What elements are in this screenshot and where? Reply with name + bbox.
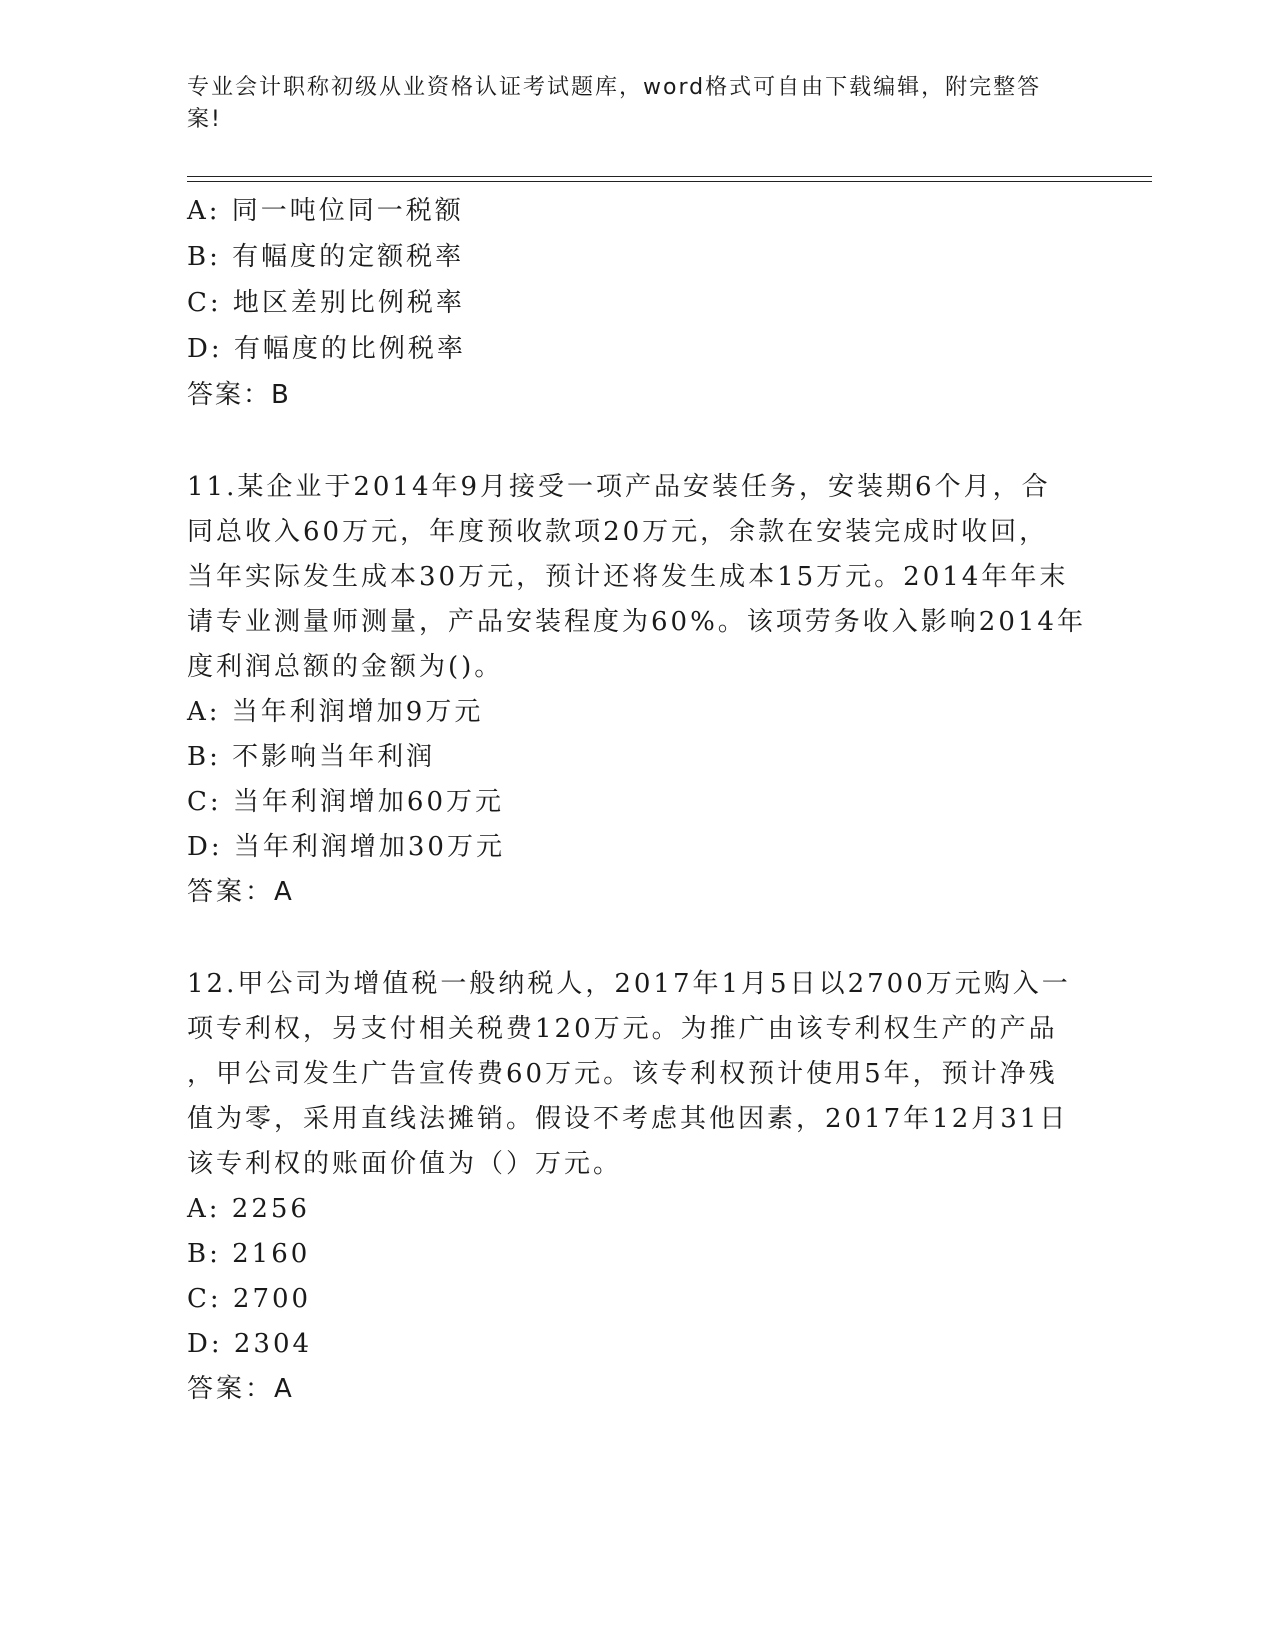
option-c: C: 2700 (187, 1284, 312, 1314)
question-stem-line: ，甲公司发生广告宣传费60万元。该专利权预计使用5年，预计净残 (187, 1059, 1058, 1089)
header-rule-top (187, 176, 1152, 177)
option-a: A: 当年利润增加9万元 (187, 697, 484, 727)
option-d: D: 当年利润增加30万元 (187, 832, 505, 862)
option-a: A: 同一吨位同一税额 (187, 196, 464, 226)
option-d: D: 2304 (187, 1329, 313, 1359)
option-d: D: 有幅度的比例税率 (187, 334, 466, 364)
question-stem-line: 值为零，采用直线法摊销。假设不考虑其他因素，2017年12月31日 (187, 1104, 1069, 1134)
document-header (187, 72, 1067, 136)
option-b: B: 2160 (187, 1239, 311, 1269)
question-stem-line: 度利润总额的金额为()。 (187, 652, 504, 682)
answer: 答案：B (187, 380, 291, 410)
option-b: B: 有幅度的定额税率 (187, 242, 465, 272)
question-10 (187, 188, 1087, 418)
option-c: C: 当年利润增加60万元 (187, 787, 505, 817)
option-b: B: 不影响当年利润 (187, 742, 436, 772)
answer: 答案：A (187, 877, 295, 907)
question-stem-line: 同总收入60万元，年度预收款项20万元，余款在安装完成时收回， (187, 517, 1049, 547)
question-11 (187, 465, 1087, 915)
question-stem-line: 该专利权的账面价值为（）万元。 (187, 1149, 623, 1179)
answer: 答案：A (187, 1374, 295, 1404)
header-rule-bottom (187, 181, 1152, 182)
option-a: A: 2256 (187, 1194, 310, 1224)
question-stem-line: 项专利权，另支付相关税费120万元。为推广由该专利权生产的产品 (187, 1014, 1058, 1044)
header-line-2: 案! (187, 107, 222, 132)
question-12 (187, 962, 1087, 1412)
question-stem-line: 12.甲公司为增值税一般纳税人，2017年1月5日以2700万元购入一 (187, 969, 1071, 999)
question-stem-line: 请专业测量师测量，产品安装程度为60%。该项劳务收入影响2014年 (187, 607, 1086, 637)
header-line-1: 专业会计职称初级从业资格认证考试题库，word格式可自由下载编辑，附完整答 (187, 75, 1042, 100)
question-stem-line: 11.某企业于2014年9月接受一项产品安装任务，安装期6个月，合 (187, 472, 1051, 502)
option-c: C: 地区差别比例税率 (187, 288, 465, 318)
question-stem-line: 当年实际发生成本30万元，预计还将发生成本15万元。2014年年末 (187, 562, 1069, 592)
document-body (187, 188, 1087, 1412)
